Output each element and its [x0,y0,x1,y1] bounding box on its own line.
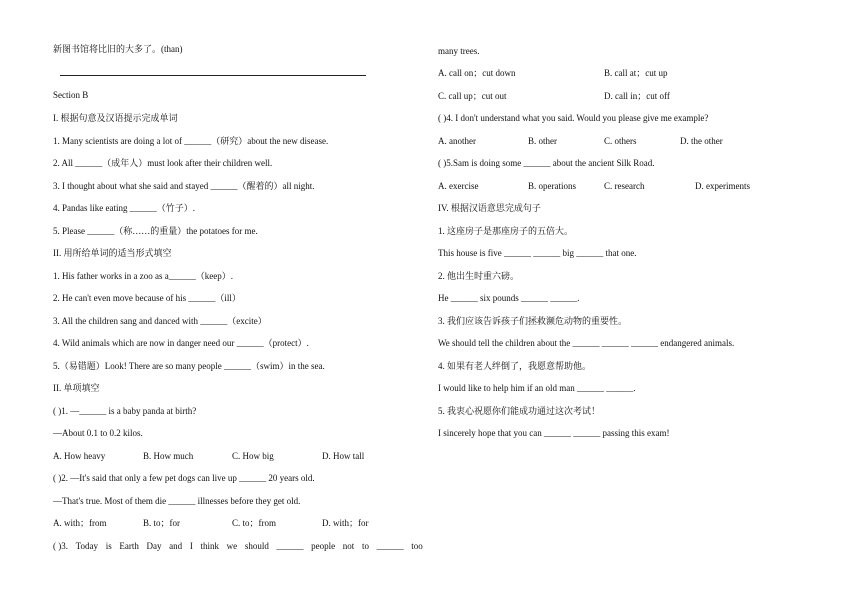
option-d: D. call in；cut off [604,91,670,101]
question-line: This house is five ______ ______ big ______ that one. [438,248,637,258]
right-column [430,0,860,608]
option-a: A. How heavy [53,451,106,461]
option-b: B. operations [528,181,576,191]
question-line: ( )5.Sam is doing some ______ about the ancient Silk Road. [438,158,655,168]
word: and [169,541,183,551]
word: people [311,541,336,551]
question-line: 5. Please ______（称……的重量）the potatoes for me. [53,226,258,236]
question-line: 3. All the children sang and danced with ______（excite） [53,316,267,326]
question-line: He ______ six pounds ______ ______. [438,293,580,303]
option-c: C. to；from [232,518,276,528]
question-line: 4. Wild animals which are now in danger need our ______（protect）. [53,338,309,348]
chinese-prompt: 2. 他出生时重六磅。 [438,271,520,281]
option-b: B. to；for [143,518,180,528]
option-b: B. other [528,136,557,146]
option-d: D. with；for [322,518,369,528]
question-line: ( )1. —______ is a baby panda at birth? [53,406,197,416]
question-line: 2. He can't even move because of his ______（ill） [53,293,241,303]
option-c: C. others [604,136,637,146]
option-a: A. call on；cut down [438,68,516,78]
question-line-justified [53,540,423,552]
word: ______ [276,541,304,551]
question-line: ( )4. I don't understand what you said. Would you please give me example? [438,113,709,123]
word: should [244,541,269,551]
word: is [105,541,112,551]
chinese-prompt: 3. 我们应该告诉孩子们拯救濒危动物的重要性。 [438,316,628,326]
option-b: B. call at；cut up [604,68,668,78]
translation-prompt: 新图书馆将比旧的大多了。(than) [53,44,183,54]
word: to [361,541,369,551]
option-d: D. experiments [695,181,750,191]
option-c: C. research [604,181,645,191]
question-line: 2. All ______（成年人）must look after their children well. [53,158,273,168]
chinese-prompt: 5. 我衷心祝愿你们能成功通过这次考试！ [438,406,601,416]
continued-text: many trees. [438,46,480,56]
option-a: A. with；from [53,518,107,528]
part-heading: II. 用所给单词的适当形式填空 [53,248,172,258]
part-heading: IV. 根据汉语意思完成句子 [438,203,541,213]
question-line: I sincerely hope that you can ______ ______ passing this exam! [438,428,670,438]
chinese-prompt: 1. 这座房子是那座房子的五倍大。 [438,226,574,236]
answer-line-text: —That's true. Most of them die ______ illnesses before they get old. [53,496,301,506]
word: ( )3. [53,541,68,551]
question-line: We should tell the children about the ______ ______ ______ endangered animals. [438,338,735,348]
answer-line [60,75,366,76]
part-heading: II. 单项填空 [53,383,100,393]
answer-line-text: —About 0.1 to 0.2 kilos. [53,428,143,438]
question-line: ( )2. —It's said that only a few pet dogs can live up ______ 20 years old. [53,473,315,483]
word: I [189,541,193,551]
option-d: D. the other [680,136,723,146]
option-c: C. How big [232,451,274,461]
question-line: 3. I thought about what she said and stayed ______（醒着的）all night. [53,181,315,191]
option-d: D. How tall [322,451,365,461]
word: not [342,541,355,551]
section-title: Section B [53,90,89,100]
option-b: B. How much [143,451,194,461]
question-line: 1. His father works in a zoo as a______（keep）. [53,271,233,281]
option-a: A. exercise [438,181,479,191]
word: Day [146,541,162,551]
chinese-prompt: 4. 如果有老人绊倒了，我愿意帮助他。 [438,361,592,371]
option-c: C. call up；cut out [438,91,507,101]
question-line: 1. Many scientists are doing a lot of ______（研究）about the new disease. [53,136,329,146]
question-line: 5.（易错题）Look! There are so many people ______（swim）in the sea. [53,361,325,371]
word: we [226,541,238,551]
part-heading: I. 根据句意及汉语提示完成单词 [53,113,178,123]
word: think [200,541,219,551]
question-line: I would like to help him if an old man ______ ______. [438,383,636,393]
question-line: 4. Pandas like eating ______（竹子）. [53,203,195,213]
word: Earth [119,541,139,551]
word: Today [75,541,99,551]
word: too [411,541,423,551]
option-a: A. another [438,136,476,146]
word: ______ [376,541,404,551]
